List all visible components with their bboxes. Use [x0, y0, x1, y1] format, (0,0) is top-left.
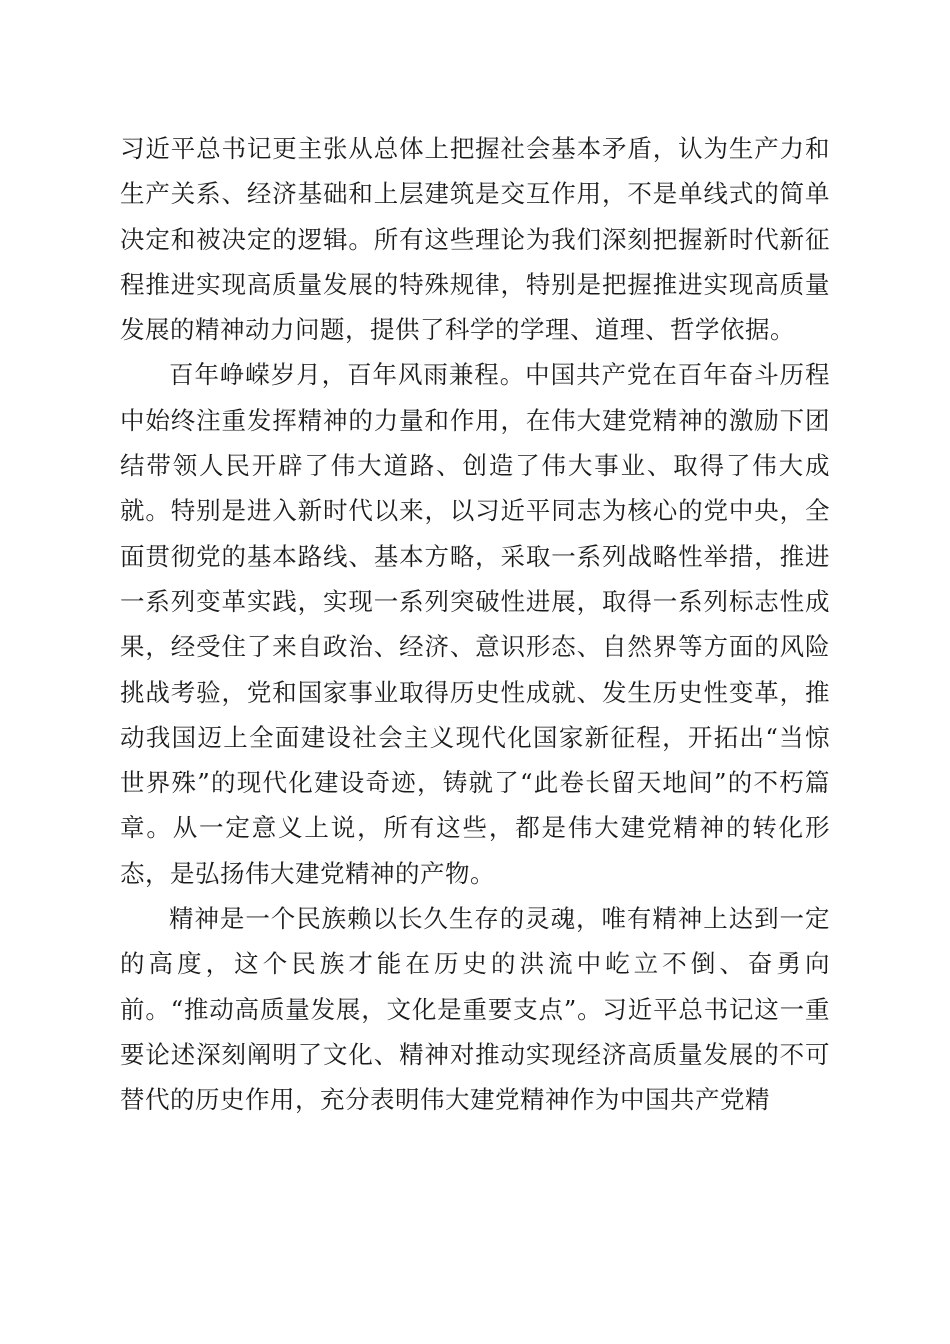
document-body [120, 126, 830, 1123]
paragraph-1: 习近平总书记更主张从总体上把握社会基本矛盾，认为生产力和生产关系、经济基础和上层建筑是交互作用，不是单线式的简单决定和被决定的逻辑。所有这些理论为我们深刻把握新时代新征程推进实现高质量发展的特殊规律，特别是把握推进实现高质量发展的精神动力问题，提供了科学的学理、道理、哲学依据。 [120, 134, 830, 345]
paragraph-3: 精神是一个民族赖以长久生存的灵魂，唯有精神上达到一定的高度，这个民族才能在历史的洪流中屹立不倒、奋勇向前。“推动高质量发展，文化是重要支点”。习近平总书记这一重要论述深刻阐明了文化、精神对推动实现经济高质量发展的不可替代的历史作用，充分表明伟大建党精神作为中国共产党精 [120, 904, 830, 1115]
paragraph-2: 百年峥嵘岁月，百年风雨兼程。中国共产党在百年奋斗历程中始终注重发挥精神的力量和作用，在伟大建党精神的激励下团结带领人民开辟了伟大道路、创造了伟大事业、取得了伟大成就。特别是进入新时代以来，以习近平同志为核心的党中央，全面贯彻党的基本路线、基本方略，采取一系列战略性举措，推进一系列变革实践，实现一系列突破性进展，取得一系列标志性成果，经受住了来自政治、经济、意识形态、自然界等方面的风险挑战考验，党和国家事业取得历史性成就、发生历史性变革，推动我国迈上全面建设社会主义现代化国家新征程，开拓出“当惊世界殊”的现代化建设奇迹，铸就了“此卷长留天地间”的不朽篇章。从一定意义上说，所有这些，都是伟大建党精神的转化形态，是弘扬伟大建党精神的产物。 [120, 360, 830, 888]
